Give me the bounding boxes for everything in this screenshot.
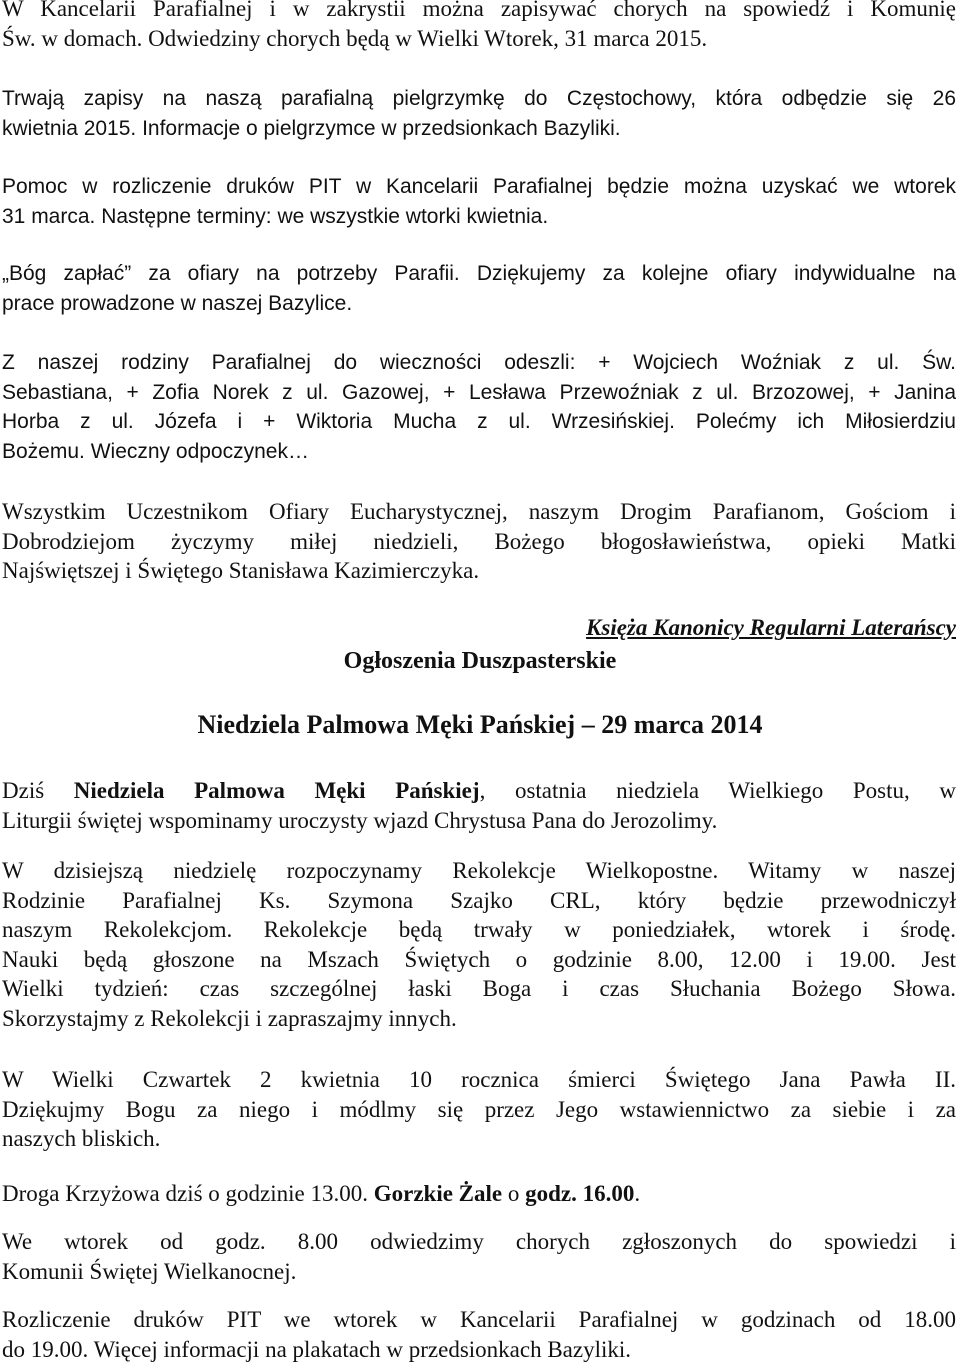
page-title: Ogłoszenia Duszpasterskie [343, 648, 617, 674]
announcement-palm-sunday: Dziś Niedziela Palmowa Męki Pańskiej, ostatnia niedziela Wielkiego Postu, w Liturgii świętej wspominamy uroczysty wjazd Chrystusa Pana do Jerozolimy. [2, 778, 956, 833]
announcement-way-of-cross: Droga Krzyżowa dziś o godzinie 13.00. Gorzkie Żale o godz. 16.00. [2, 1181, 641, 1206]
announcement-pit-tuesday: Rozliczenie druków PIT we wtorek w Kancelarii Parafialnej w godzinach od 18.00 do 19.00. Więcej informacji na plakatach w przedsionkach Bazyliki. [2, 1307, 956, 1362]
announcement-deceased: Z naszej rodziny Parafialnej do wieczności odeszli: + Wojciech Woźniak z ul. Św. Sebastiana, + Zofia Norek z ul. Gazowej, + Lesława Przewoźniak z ul. Brzozowej, + Janina Horba z ul. Józefa i + Wiktoria Mucha z ul. Wrzesińskiej. Polećmy ich Miłosierdziu Bożemu. Wieczny odpoczynek… [2, 351, 956, 463]
announcement-offerings-thanks: „Bóg zapłać” za ofiary na potrzeby Parafii. Dziękujemy za kolejne ofiary indywidualne na prace prowadzone w naszej Bazylice. [2, 262, 956, 315]
announcement-pilgrimage: Trwają zapisy na naszą parafialną pielgrzymkę do Częstochowy, która odbędzie się 26 kwietnia 2015. Informacje o pielgrzymce w przedsionkach Bazyliki. [2, 87, 956, 140]
announcement-visit-sick: We wtorek od godz. 8.00 odwiedzimy chorych zgłoszonych do spowiedzi i Komunii Świętej Wielkanocnej. [2, 1229, 956, 1284]
page-subtitle: Niedziela Palmowa Męki Pańskiej – 29 marca 2014 [197, 710, 763, 739]
announcement-john-paul: W Wielki Czwartek 2 kwietnia 10 rocznica śmierci Świętego Jana Pawła II. Dziękujmy Bogu za niego i módlmy się przez Jego wstawiennictwo za siebie i za naszych bliskich. [2, 1067, 956, 1151]
announcement-pit-help: Pomoc w rozliczenie druków PIT w Kancelarii Parafialnej będzie można uzyskać we wtorek 31 marca. Następne terminy: we wszystkie wtorki kwietnia. [2, 175, 956, 228]
announcement-sick-confession: W Kancelarii Parafialnej i w zakrystii można zapisywać chorych na spowiedź i Komunię Św. w domach. Odwiedziny chorych będą w Wielki Wtorek, 31 marca 2015. [2, 0, 956, 51]
announcement-retreat: W dzisiejszą niedzielę rozpoczynamy Rekolekcje Wielkopostne. Witamy w naszej Rodzinie Parafialnej Ks. Szymona Szajko CRL, który będzie przewodniczył naszym Rekolekcjom. Rekolekcje będą trwały w poniedziałek, wtorek i środę. Nauki będą głoszone na Mszach Świętych o godzinie 8.00, 12.00 i 19.00. Jest Wielki tydzień: czas szczególnej łaski Boga i czas Słuchania Bożego Słowa. Skorzystajmy z Rekolekcji i zapraszajmy innych. [2, 858, 956, 1031]
signature-canons: Księża Kanonicy Regularni Laterańscy [586, 615, 956, 640]
announcement-wishes: Wszystkim Uczestnikom Ofiary Eucharystycznej, naszym Drogim Parafianom, Gościom i Dobrodziejom życzymy miłej niedzieli, Bożego błogosławieństwa, opieki Matki Najświętszej i Świętego Stanisława Kazimierczyka. [2, 499, 956, 583]
